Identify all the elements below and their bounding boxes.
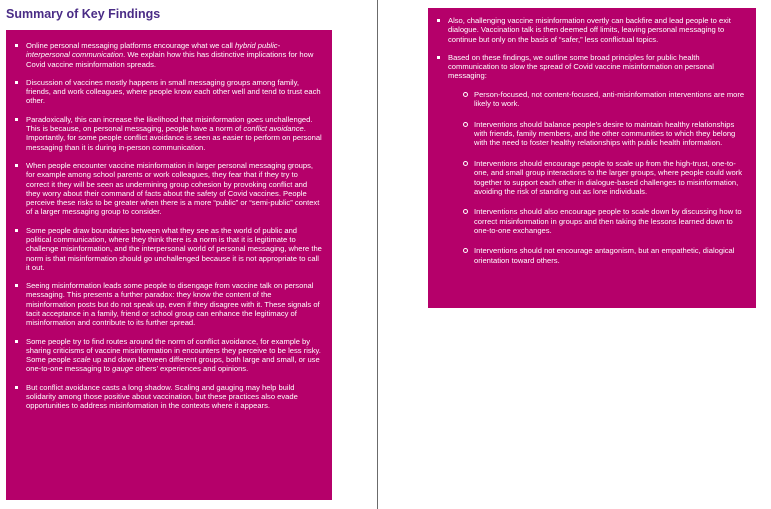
list-item: Some people try to find routes around the norm of conflict avoidance, for example by sharing criticisms of vaccine misinformation in encounters they perceive to be less risky. Some people scale up and down between different groups, both large and small, or use one-to-one messaging to gauge others’ experiences and opinions. [14, 337, 322, 374]
findings-list-right [436, 16, 746, 265]
sub-list-item: Interventions should not encourage antagonism, but an empathetic, dialogical orientation toward others. [448, 246, 746, 265]
list-item: Seeing misinformation leads some people to disengage from vaccine talk on personal messaging. This presents a further paradox: they know the content of the misinformation posts but do not speak up, even if they disagree with it. These signals of tacit acceptance in a family, friend or school group can enhance the legitimacy of misinformation and contribute to its further spread. [14, 281, 322, 327]
list-item: Also, challenging vaccine misinformation overtly can backfire and lead people to exit dialogue. Vaccination talk is then deemed off limits, leaving personal messaging to continue but only on the basis of “safer,” less conflictual topics. [436, 16, 746, 44]
sub-list-item: Interventions should balance people’s desire to maintain healthy relationships with friends, family members, and the other communities to which they belong with the need to foster healthy relationships with public health information. [448, 120, 746, 148]
list-item: When people encounter vaccine misinformation in larger personal messaging groups, for example among school parents or work colleagues, they fear that if they try to correct it they will be seen as undermining group cohesion by provoking conflict and they worry about their command of facts about the safety of Covid vaccines. People perceive these risks to be greater when there is a more “public” or “semi-public” context of a larger messaging group to consider. [14, 161, 322, 217]
sub-list-item: Interventions should also encourage people to scale down by discussing how to correct misinformation in groups and then taking the lessons learned down to one-to-one exchanges. [448, 207, 746, 235]
findings-panel-left [6, 30, 332, 500]
list-item: Some people draw boundaries between what they see as the world of public and political communication, where they think there is a norm is that it is legitimate to challenge misinformation, and the interpersonal world of personal messaging, where the norm is that misinformation should go unchallenged because it is not appropriate to call it out. [14, 226, 322, 272]
principles-sublist [448, 90, 746, 265]
list-item: Discussion of vaccines mostly happens in small messaging groups among family, friends, and work colleagues, where people know each other well and tend to trust each other. [14, 78, 322, 106]
findings-panel-right [428, 8, 756, 308]
list-item: Online personal messaging platforms encourage what we call hybrid public-interpersonal communication. We explain how this has distinctive implications for how Covid vaccine misinformation spreads. [14, 41, 322, 69]
page-divider [377, 0, 378, 509]
sub-list-item: Person-focused, not content-focused, anti-misinformation interventions are more likely to work. [448, 90, 746, 109]
page-title: Summary of Key Findings [6, 7, 161, 21]
list-item: Paradoxically, this can increase the likelihood that misinformation goes unchallenged. This is because, on personal messaging, people have a norm of conflict avoidance. Importantly, for some people conflict avoidance is seen as easier to perform on personal messaging than it is during in-person communication. [14, 115, 322, 152]
list-item: Based on these findings, we outline some broad principles for public health communication to slow the spread of Covid vaccine misinformation on personal messaging: Person-focused, not content-focused, anti-misinformation interventions are more likely to work. Interventions should balance people’s desire to maintain healthy relationships with friends, family members, and the other communities to which they belong with the need to foster healthy relationships with public health information. Interventions should encourage people to scale up from the high-trust, one-to-one, and small group interactions to the larger groups, where people could work together to support each other in dialogue-based challenges to misinformation, avoiding the risk of standing out as lone individuals. Interventions should also encourage people to scale down by discussing how to correct misinformation in groups and then taking the lessons learned down to one-to-one exchanges. Interventions should not encourage antagonism, but an empathetic, dialogical orientation toward others. [436, 53, 746, 265]
list-item: But conflict avoidance casts a long shadow. Scaling and gauging may help build solidarity among those positive about vaccination, but these practices also evade opportunities to address misinformation in the contexts where it appears. [14, 383, 322, 411]
findings-list-left [14, 41, 322, 411]
sub-list-item: Interventions should encourage people to scale up from the high-trust, one-to-one, and small group interactions to the larger groups, where people could work together to support each other in dialogue-based challenges to misinformation, avoiding the risk of standing out as lone individuals. [448, 159, 746, 196]
